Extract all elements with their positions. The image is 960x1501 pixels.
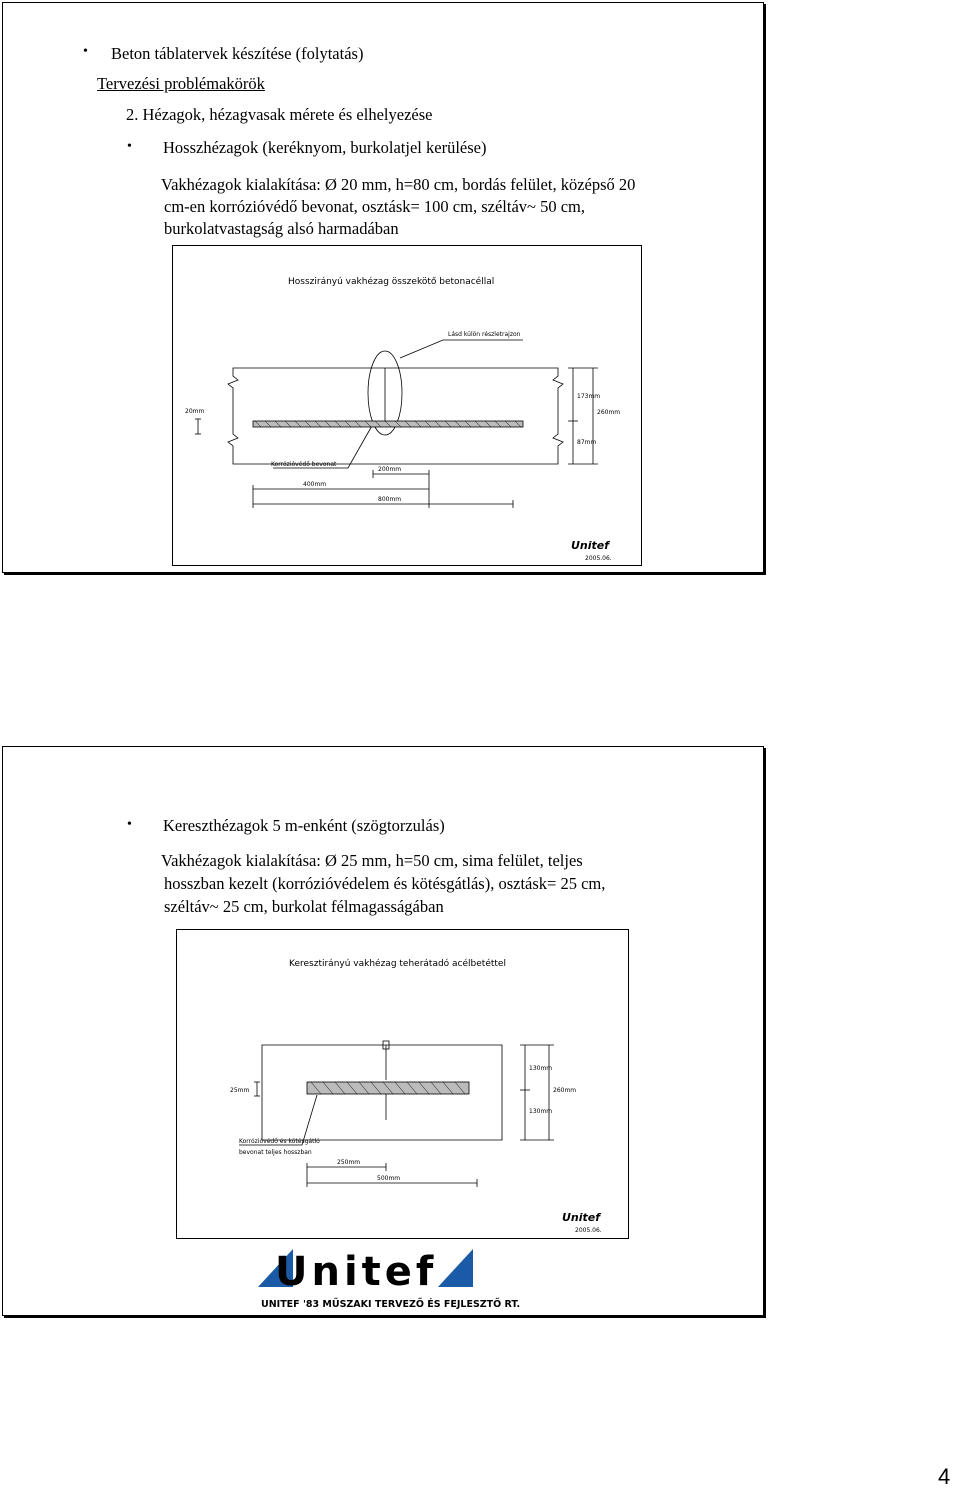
transverse-joint-drawing <box>176 929 629 1239</box>
drawing-date: 2005.06. <box>585 555 612 562</box>
logo-right-triangle-icon <box>438 1249 473 1287</box>
drawing-title: Hosszirányú vakhézag összekötő betonacéllal <box>288 277 495 287</box>
company-name: UNITEF '83 MŰSZAKI TERVEZŐ ÉS FEJLESZTŐ RT. <box>261 1299 521 1310</box>
detail-label: Lásd külön részletrajzon <box>448 331 521 338</box>
drawing-logo: Unitef <box>571 539 610 552</box>
coating-label-line-1: Korrózióvédő és kötésgátló <box>239 1138 320 1145</box>
paragraph-line-1: Vakhézagok kialakítása: Ø 25 mm, h=50 cm, sima felület, teljes <box>161 851 583 870</box>
paragraph-line-3: burkolatvastagság alsó harmadában <box>164 219 399 238</box>
dim-250mm: 250mm <box>337 1159 361 1166</box>
section-heading: 2. Hézagok, hézagvasak mérete és elhelyezése <box>126 105 433 124</box>
paragraph-line-2: hosszban kezelt (korrózióvédelem és kötésgátlás), osztásk= 25 cm, <box>164 874 606 893</box>
dim-200mm: 200mm <box>378 466 402 473</box>
slide-1 <box>2 2 764 573</box>
longitudinal-joint-drawing <box>172 245 642 566</box>
bullet-longitudinal-joints: Hosszhézagok (keréknyom, burkolatjel kerülése) <box>163 138 487 157</box>
paragraph-line-3: széltáv~ 25 cm, burkolat félmagasságában <box>164 897 444 916</box>
dim-500mm: 500mm <box>377 1175 401 1182</box>
dim-20mm: 20mm <box>185 408 205 415</box>
dim-260mm: 260mm <box>597 409 621 416</box>
dim-130mm-bottom: 130mm <box>529 1108 553 1115</box>
dim-260mm: 260mm <box>553 1087 577 1094</box>
slide-2 <box>2 746 764 1316</box>
drawing-title: Keresztirányú vakhézag teherátadó acélbetéttel <box>289 959 506 969</box>
bullet-title: Beton táblatervek készítése (folytatás) <box>111 44 364 63</box>
bullet-transverse-joints: Kereszthézagok 5 m-enként (szögtorzulás) <box>163 816 445 835</box>
dim-800mm: 800mm <box>378 496 402 503</box>
coating-label-line-2: bevonat teljes hosszban <box>239 1149 312 1156</box>
page-number: 4 <box>938 1464 951 1489</box>
dim-87mm: 87mm <box>577 439 597 446</box>
drawing-date: 2005.06. <box>575 1227 602 1234</box>
subtitle: Tervezési problémakörök <box>97 74 265 93</box>
dim-173mm: 173mm <box>577 393 601 400</box>
bullet-dot: • <box>83 44 88 59</box>
dim-130mm-top: 130mm <box>529 1065 553 1072</box>
dim-400mm: 400mm <box>303 481 327 488</box>
paragraph-line-2: cm-en korrózióvédő bevonat, osztásk= 100 cm, széltáv~ 50 cm, <box>164 197 585 216</box>
bullet-dot: • <box>127 139 132 154</box>
drawing-logo: Unitef <box>562 1211 601 1224</box>
bullet-dot: • <box>127 817 132 832</box>
coating-label: Korrózióvédő bevonat <box>271 461 337 468</box>
company-logo <box>253 1247 521 1312</box>
company-logo-text: Unitef <box>275 1249 438 1295</box>
dim-25mm: 25mm <box>230 1087 250 1094</box>
paragraph-line-1: Vakhézagok kialakítása: Ø 20 mm, h=80 cm, bordás felület, középső 20 <box>161 175 636 194</box>
